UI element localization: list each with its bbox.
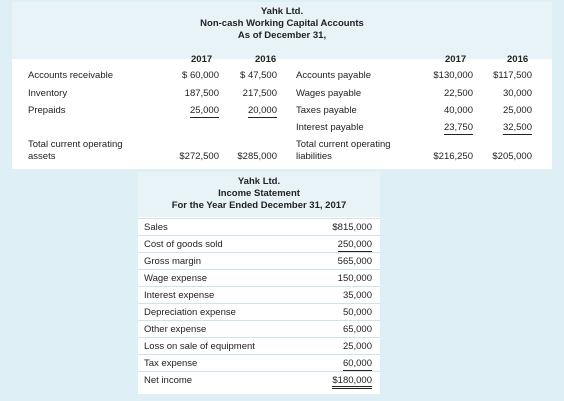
liabilities-total-2017: $216,250 — [433, 151, 473, 162]
asset-value-2017: 187,500 — [184, 88, 219, 99]
income-row — [138, 320, 380, 338]
company-name: Yahk Ltd. — [260, 6, 304, 17]
liability-value-2016: $117,500 — [493, 70, 532, 81]
liability-value-2017: 40,000 — [443, 105, 473, 116]
asset-label: Accounts receivable — [28, 70, 114, 81]
liability-value-2017: $130,000 — [433, 70, 473, 81]
income-row — [138, 218, 380, 236]
income-row-label: Depreciation expense — [144, 307, 236, 318]
income-row-value: 50,000 — [342, 307, 372, 318]
liability-value-2016: 25,000 — [502, 105, 532, 116]
company-name: Yahk Ltd. — [237, 176, 281, 187]
income-statement-panel — [138, 172, 380, 394]
working-capital-panel — [12, 2, 552, 169]
income-row-value: 60,000 — [342, 358, 372, 369]
income-row-label: Gross margin — [144, 256, 202, 267]
income-statement-title — [138, 176, 380, 212]
liability-value-2017: 23,750 — [443, 122, 473, 133]
income-row — [138, 303, 380, 321]
income-row — [138, 337, 380, 355]
income-row-label: Net income — [144, 375, 193, 386]
assets-year-2017-header: 2017 — [191, 54, 213, 65]
working-capital-title — [12, 6, 552, 42]
income-row-value: $180,000 — [332, 375, 372, 389]
liability-value-2016: 32,500 — [502, 122, 532, 133]
income-row-label: Wage expense — [144, 273, 208, 284]
liabilities-total-2016: $205,000 — [492, 151, 532, 162]
asset-value-2017: 25,000 — [189, 105, 219, 116]
income-row-value: 565,000 — [337, 256, 372, 267]
liabilities-year-2017-header: 2017 — [445, 54, 467, 65]
income-row-label: Tax expense — [144, 358, 198, 369]
assets-total-2016: $285,000 — [237, 151, 277, 162]
statement-name: Income Statement — [218, 188, 300, 199]
income-row-label: Interest expense — [144, 290, 215, 301]
liabilities-year-2016-header: 2016 — [507, 54, 529, 65]
income-row — [138, 252, 380, 270]
income-row-value: 35,000 — [342, 290, 372, 301]
statement-date: As of December 31, — [237, 30, 327, 41]
asset-label: Prepaids — [28, 105, 66, 116]
income-row-net-income — [138, 371, 380, 389]
income-row-label: Sales — [144, 222, 168, 233]
income-row-value: $815,000 — [332, 222, 372, 233]
income-row — [138, 269, 380, 287]
income-row-label: Other expense — [144, 324, 207, 335]
asset-label: Inventory — [28, 88, 68, 99]
income-row-label: Cost of goods sold — [144, 239, 223, 250]
asset-value-2017: $ 60,000 — [182, 70, 219, 81]
statement-period: For the Year Ended December 31, 2017 — [171, 200, 347, 211]
statement-name: Non-cash Working Capital Accounts — [200, 18, 364, 29]
liability-label: Wages payable — [296, 88, 362, 99]
assets-total-label-line1: Total current operating — [28, 139, 123, 150]
income-row-value: 150,000 — [337, 273, 372, 284]
asset-value-2016: $ 47,500 — [240, 70, 277, 81]
asset-value-2016: 20,000 — [247, 105, 277, 116]
income-row-label: Loss on sale of equipment — [144, 341, 255, 352]
income-row-value: 250,000 — [337, 239, 372, 250]
income-row — [138, 235, 380, 253]
liability-value-2016: 30,000 — [502, 88, 532, 99]
liabilities-total-label-line1: Total current operating — [296, 139, 391, 150]
liability-label: Accounts payable — [296, 70, 371, 81]
assets-total-2017: $272,500 — [179, 151, 219, 162]
assets-total-label-line2: assets — [28, 151, 56, 162]
income-row — [138, 286, 380, 304]
liabilities-total-label-line2: liabilities — [296, 151, 332, 162]
liability-label: Taxes payable — [296, 105, 357, 116]
liability-value-2017: 22,500 — [443, 88, 473, 99]
income-row — [138, 354, 380, 372]
income-row-value: 65,000 — [342, 324, 372, 335]
liability-label: Interest payable — [296, 122, 364, 133]
assets-year-2016-header: 2016 — [255, 54, 277, 65]
income-row-value: 25,000 — [342, 341, 372, 352]
asset-value-2016: 217,500 — [242, 88, 277, 99]
